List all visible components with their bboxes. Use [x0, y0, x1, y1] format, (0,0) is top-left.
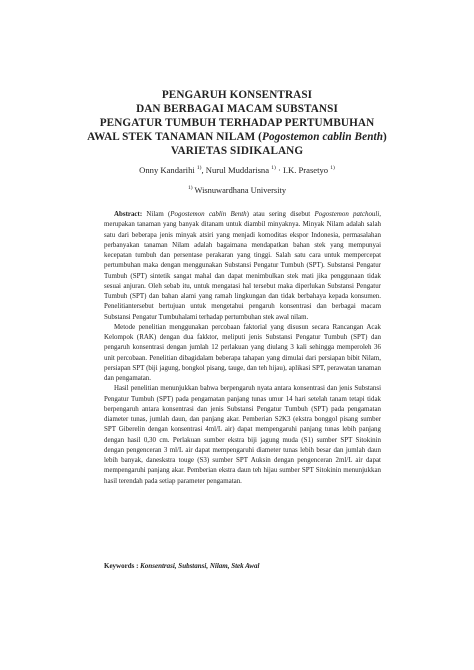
- species-name: Pogostemon patchouli,: [314, 210, 381, 218]
- author-3-mark: 1): [330, 165, 335, 171]
- author-list: [40, 162, 434, 176]
- keywords-label: Keywords :: [104, 562, 139, 570]
- abstract-paragraph-1: [104, 209, 381, 322]
- title-line-2: DAN BERBAGAI MACAM SUBSTANSI: [136, 103, 338, 115]
- title-line-4-prefix: AWAL STEK TANAMAN NILAM (: [87, 131, 263, 143]
- affiliation-name: Wisnuwardhana University: [194, 186, 287, 195]
- title-line-5: VARIETAS SIDIKALANG: [170, 145, 304, 157]
- title-line-4-suffix: ): [383, 131, 387, 143]
- abstract-paragraph-3: Hasil penelitian menunjukkan bahwa berpengaruh nyata antara konsentrasi dan jenis Substansi Pengatur Tumbuh (SPT) pada pengamatan panjang tunas umur 14 hari setelah tanam tetapi tidak berpengaruh antara konsentrasi dan jenis Substansi Pengatur Tumbuh (SPT) pada pengamatan diameter tunas, jumlah daun, dan panjang akar. Pemberian S2K3 (ekstra bonggol pisang sumber SPT Giberelin dengan konsentrasi 4ml/L air) dapat mempengaruhi panjang tunas lebih panjang dengan hasil 0,30 cm. Perlakuan sumber ekstra biji jagung muda (S1) sumber SPT Sitokinin dengan pengenceran 3 ml/L air dapat mempengaruhi diameter tunas lebih besar dan jumlah daun lebih banyak, daneskstra touge (S3) sumber SPT Auksin dengan pengenceran 2ml/L air dapat mempengaruhi panjang akar. Pemberian ekstra daun teh hijau sumber SPT Sitokinin menunjukkan hasil terendah pada setiap parameter pengamatan.: [104, 384, 381, 485]
- author-2: Nurul Muddarisna: [205, 165, 270, 175]
- abstract-text: Nilam (: [142, 210, 171, 218]
- species-name: Pogostemon cablin Benth: [170, 210, 247, 218]
- title-species-name: Pogostemon cablin Benth: [262, 131, 384, 143]
- paper-title: [40, 88, 434, 158]
- author-separator-2: ·: [277, 165, 281, 175]
- abstract: [104, 209, 381, 486]
- abstract-text: ) atau sering disebut: [246, 210, 315, 218]
- title-line-1: PENGARUH KONSENTRASI: [161, 89, 313, 101]
- title-line-4: [40, 130, 434, 144]
- keywords-terms: Konsentrasi, Substansi, Nilam, Stek Awal: [140, 562, 260, 570]
- title-line-3: PENGATUR TUMBUH TERHADAP PERTUMBUHAN: [99, 117, 375, 129]
- author-2-mark: 1): [271, 165, 276, 171]
- keywords: [104, 561, 381, 571]
- author-3: I.K. Prasetyo: [282, 165, 329, 175]
- abstract-label: Abstract:: [114, 210, 143, 218]
- author-separator-1: ,: [201, 165, 206, 175]
- abstract-paragraph-2: Metode penelitian menggunakan percobaan faktorial yang disusun secara Rancangan Acak Kelompok (RAK) dengan dua fakktor, meliputi jenis Substansi Pengatur Tumbuh (SPT) dan pengaruh konsentrasi dengan jumlah 12 perlakuan yang diulang 3 kali sehingga memperoleh 36 unit percobaan. Penelitian dibagidalam beberapa tahapan yang dimulai dari persiapan bibit Nilam, persiapan SPT (biji jagung, bongkol pisang, tauge, dan teh hijau), aplikasi SPT, perawatan tanaman dan pengamatan.: [104, 322, 381, 382]
- abstract-text: merupakan tanaman yang banyak ditanam untuk diambil minyaknya. Minyak Nilam adalah salah satu dari beberapa jenis minyak atsiri yang menjadi komoditas ekspor Indonesia, permasalahan perbanyakan tanaman Nilam adalah bagaimana mendapatkan bahan stek yang mempunyai kecepatan tumbuh dan persentase perakaran yang tinggi. Salah satu cara untuk mempercepat pertumbuhan maka dengan menggunakan Substansi Pengatur Tumbuh (SPT). Substansi Pengatur Tumbuh (SPT) sintetik sangat mahal dan dapat menimbulkan stek mati jika penggunaan tidak sesuai anjuran. Oleh sebab itu, untuk mengatasi hal tersebut maka diperlukan Substansi Pengatur Tumbuh (SPT) dan bahan alami yang ramah lingkungan dan tidak berbahaya kepada konsumen. Penelitiantersebut bertujuan untuk mengetahui pengaruh konsentrasi dan berbagai macam Substansi Pengatur Tumbuhalami terhadap pertumbuhan stek awal nilam.: [104, 220, 381, 321]
- author-1-mark: 1): [196, 165, 202, 171]
- affiliation-mark: 1): [187, 185, 193, 191]
- author-1: Onny Kandarihi: [139, 165, 195, 175]
- affiliation: [40, 182, 434, 197]
